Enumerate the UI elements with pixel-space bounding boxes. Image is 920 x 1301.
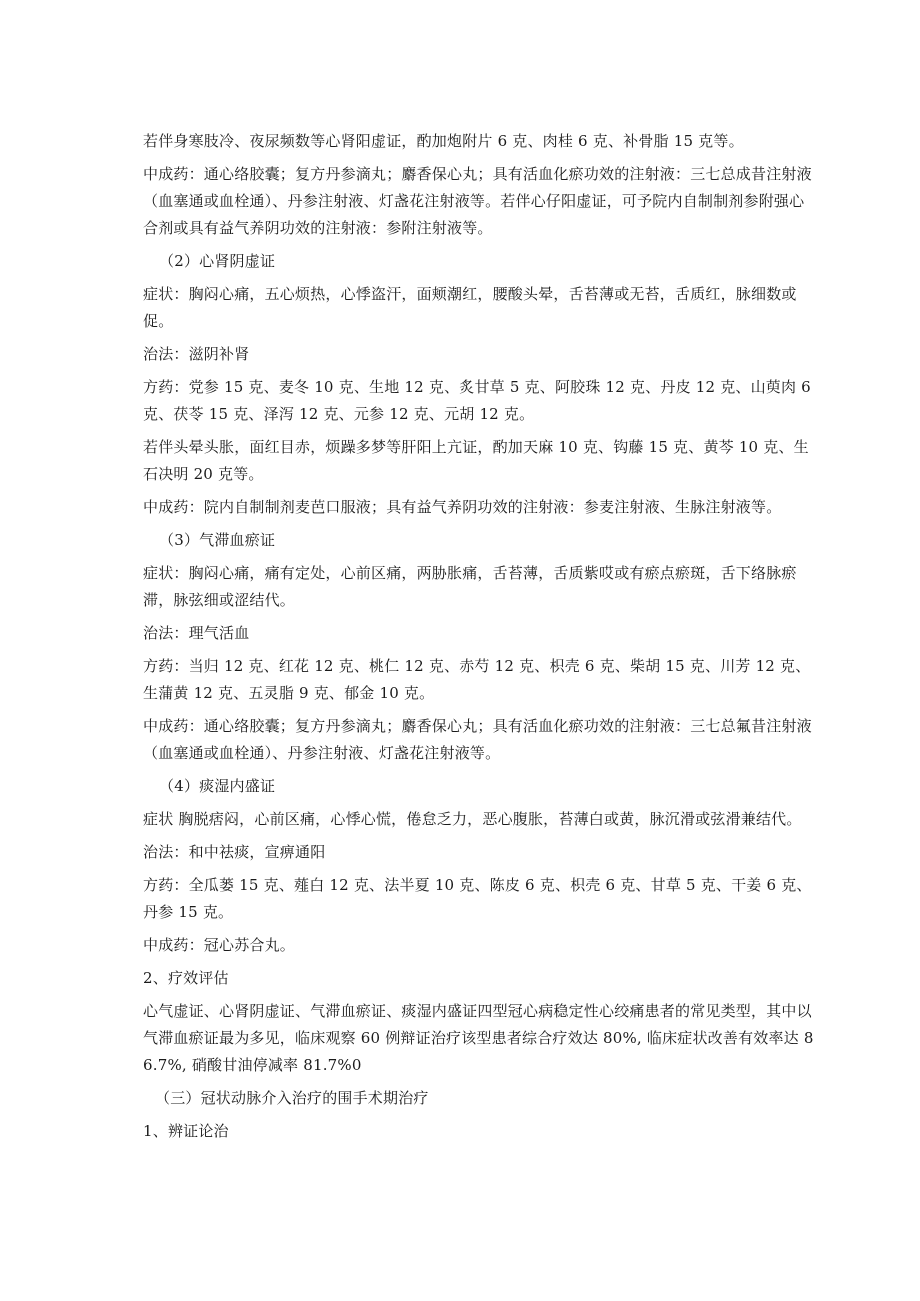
heading-heart-kidney-yin-deficiency: （2）心肾阴虚证 [159,252,276,270]
paragraph-treatment-3: 治法：理气活血 [143,624,250,642]
heading-qi-stagnation-blood-stasis: （3）气滞血瘀证 [159,531,276,549]
paragraph-prescription-4: 方药：全瓜蒌 15 克、薤白 12 克、法半夏 10 克、陈皮 6 克、枳壳 6 克、甘草 5 克、干姜 6 克、丹参 15 克。 [143,876,812,921]
paragraph-patent-medicine-1: 中成药：通心络胶囊；复方丹参滴丸；麝香保心丸；具有活血化瘀功效的注射液：三七总成昔注射液（血塞通或血栓通）、丹参注射液、灯盏花注射液等。若伴心仔阳虚证，可予院内自制制剂参附强心合剂或具有益气养阴功效的注射液：参附注射液等。 [143,165,812,237]
paragraph-yang-deficiency-addition: 若伴身寒肢冷、夜尿频数等心肾阳虚证，酌加炮附片 6 克、肉桂 6 克、补骨脂 15 克等。 [143,132,744,150]
heading-efficacy-evaluation: 2、疗效评估 [143,969,229,987]
paragraph-liver-yang-addition: 若伴头晕头胀，面红目赤，烦躁多梦等肝阳上亢证，酌加天麻 10 克、钩藤 15 克、黄芩 10 克、生石决明 20 克等。 [143,438,809,483]
document-page [143,128,819,1151]
paragraph-symptoms-4: 症状 胸脱痞闷，心前区痛，心悸心慌，倦怠乏力，恶心腹胀，苔薄白或黄，脉沉滑或弦滑兼结代。 [143,810,802,828]
paragraph-patent-medicine-2: 中成药：院内自制制剂麦芭口服液；具有益气养阴功效的注射液：参麦注射液、生脉注射液等。 [143,498,782,516]
paragraph-prescription-3: 方药：当归 12 克、红花 12 克、桃仁 12 克、赤芍 12 克、枳壳 6 克、柴胡 15 克、川芳 12 克、生蒲黄 12 克、五灵脂 9 克、郁金 10 克。 [143,657,811,702]
paragraph-patent-medicine-3: 中成药：通心络胶囊；复方丹参滴丸；麝香保心丸；具有活血化瘀功效的注射液：三七总氟昔注射液（血塞通或血栓通）、丹参注射液、灯盏花注射液等。 [143,717,812,762]
heading-syndrome-differentiation: 1、辨证论治 [143,1122,229,1140]
paragraph-treatment-2: 治法：滋阴补肾 [143,345,250,363]
heading-phlegm-dampness: （4）痰湿内盛证 [159,777,276,795]
paragraph-patent-medicine-4: 中成药：冠心苏合丸。 [143,936,296,954]
heading-section-three: （三）冠状动脉介入治疗的围手术期治疗 [155,1089,429,1107]
paragraph-symptoms-3: 症状：胸闷心痛，痛有定处，心前区痛，两胁胀痛，舌苔薄，舌质紫哎或有瘀点瘀斑，舌下络脉瘀滞，脉弦细或涩结代。 [143,564,797,609]
paragraph-efficacy-summary: 心气虚证、心肾阴虚证、气滞血瘀证、痰湿内盛证四型冠心病稳定性心绞痛患者的常见类型，其中以气滞血瘀证最为多见，临床观察 60 例辩证治疗该型患者综合疗效达 80%, 临床症状改善有效率达 86.7%, 硝酸甘油停减率 81.7%0 [143,1002,814,1074]
paragraph-symptoms-2: 症状：胸闷心痛，五心烦热，心悸盗汗，面颊潮红，腰酸头晕，舌苔薄或无苔，舌质红，脉细数或促。 [143,285,797,330]
paragraph-treatment-4: 治法：和中祛痰，宣痹通阳 [143,843,326,861]
paragraph-prescription-2: 方药：党参 15 克、麦冬 10 克、生地 12 克、炙甘草 5 克、阿胶珠 12 克、丹皮 12 克、山萸肉 6 克、茯苓 15 克、泽泻 12 克、元参 12 克、元胡 12 克。 [143,378,811,423]
